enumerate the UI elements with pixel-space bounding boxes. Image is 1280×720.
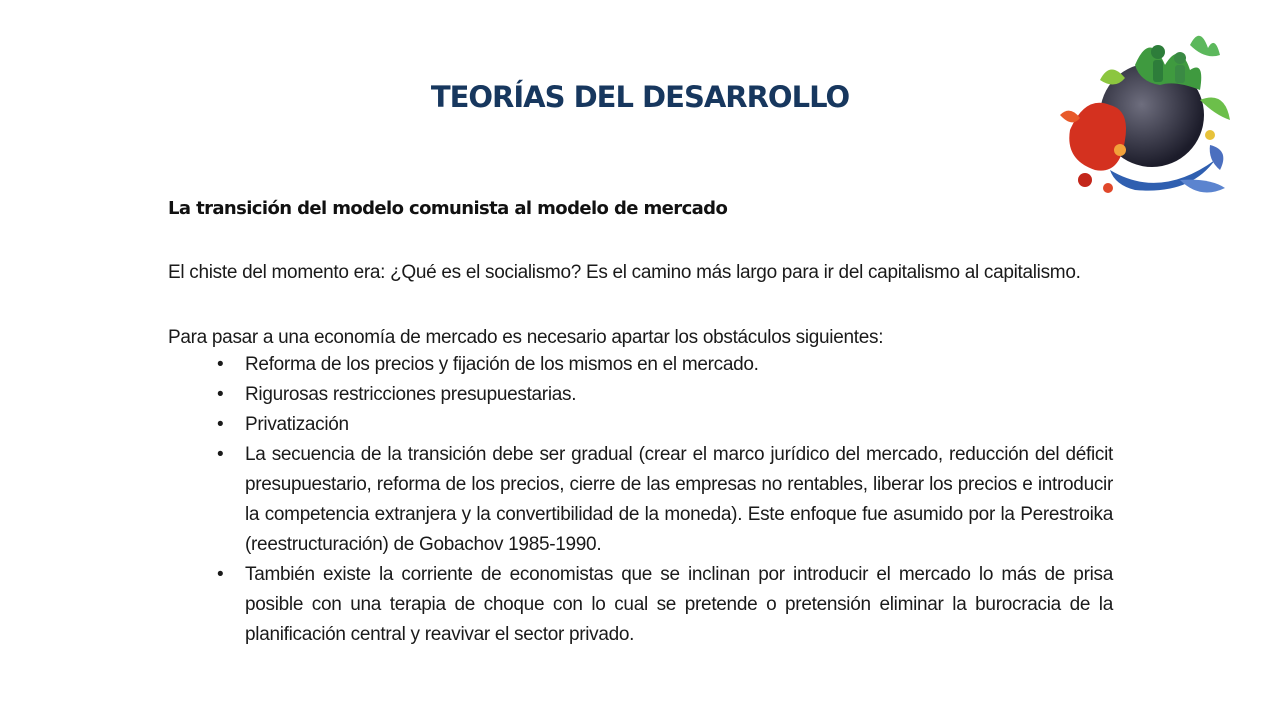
list-item bbox=[217, 350, 1113, 380]
intro-paragraph: El chiste del momento era: ¿Qué es el socialismo? Es el camino más largo para ir del capitalismo al capitalismo. bbox=[168, 262, 1081, 283]
bullet-marker: • bbox=[217, 384, 224, 405]
bullet-marker: • bbox=[217, 444, 224, 465]
page-title: TEORÍAS DEL DESARROLLO bbox=[430, 80, 850, 114]
section-subtitle: La transición del modelo comunista al modelo de mercado bbox=[168, 198, 728, 219]
list-item bbox=[217, 380, 1113, 410]
list-item bbox=[217, 560, 1113, 650]
list-item-text: La secuencia de la transición debe ser gradual (crear el marco jurídico del mercado, reducción del déficit presupuestario, reforma de los precios, cierre de las empresas no rentables, liberar los precios e introducir la competencia extranjera y la convertibilidad de la moneda). Este enfoque fue asumido por la Perestroika (reestructuración) de Gobachov 1985-1990. bbox=[245, 444, 1113, 555]
list-item-text: Privatización bbox=[245, 414, 349, 435]
obstacles-intro: Para pasar a una economía de mercado es necesario apartar los obstáculos siguientes: bbox=[168, 327, 884, 348]
bullet-marker: • bbox=[217, 564, 224, 585]
list-item bbox=[217, 440, 1113, 560]
bullet-marker: • bbox=[217, 414, 224, 435]
list-item-text: También existe la corriente de economistas que se inclinan por introducir el mercado lo más de prisa posible con una terapia de choque con lo cual se pretende o pretensión eliminar la burocracia de la planificación central y reavivar el sector privado. bbox=[245, 564, 1113, 645]
globe-people-plants-icon bbox=[1040, 10, 1240, 210]
bullet-marker: • bbox=[217, 354, 224, 375]
list-item bbox=[217, 410, 1113, 440]
obstacles-list bbox=[217, 350, 1113, 650]
list-item-text: Rigurosas restricciones presupuestarias. bbox=[245, 384, 577, 405]
list-item-text: Reforma de los precios y fijación de los mismos en el mercado. bbox=[245, 354, 759, 375]
